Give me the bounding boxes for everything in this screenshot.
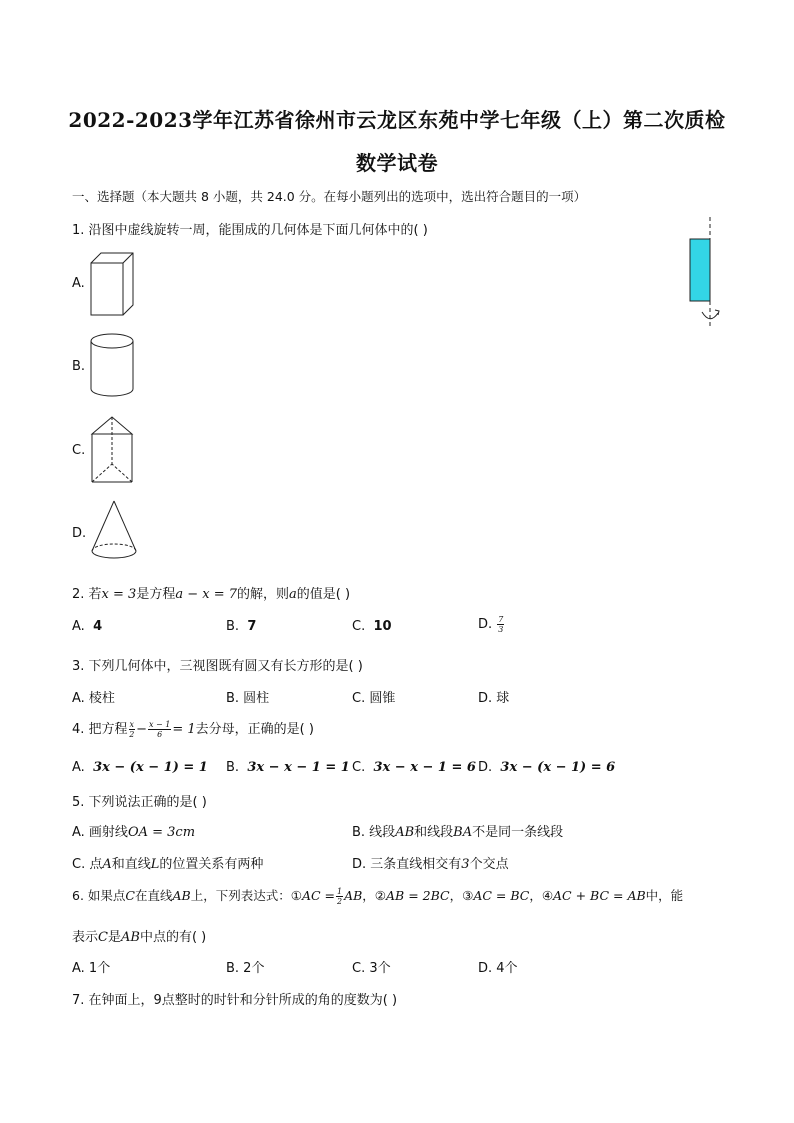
question-2-option-b: B. 7 — [226, 619, 257, 634]
question-2-option-a: A. 4 — [72, 619, 103, 634]
question-4-option-d: D. 3x − (x − 1) = 6 — [478, 760, 616, 775]
question-5-stem: 5. 下列说法正确的是( ) — [72, 795, 207, 810]
question-6-option-b: B. 2个 — [226, 961, 265, 976]
question-4-option-c: C. 3x − x − 1 = 6 — [352, 760, 476, 775]
rotation-figure — [680, 215, 730, 330]
question-3-stem: 3. 下列几何体中，三视图既有圆又有长方形的是( ) — [72, 659, 363, 674]
question-7-stem: 7. 在钟面上，9点整时的时针和分针所成的角的度数为( ) — [72, 993, 398, 1008]
question-2-option-c: C. 10 — [352, 619, 392, 634]
question-6-option-c: C. 3个 — [352, 961, 391, 976]
question-1-option-c: C. — [72, 443, 86, 458]
question-6-stem-line2: 表示C是AB中点的有( ) — [72, 930, 207, 945]
cuboid-icon — [88, 249, 138, 319]
question-5-option-b: B. 线段AB和线段BA不是同一条线段 — [352, 825, 564, 840]
question-3-option-c: C. 圆锥 — [352, 691, 396, 706]
cone-icon — [88, 499, 140, 567]
question-4-stem: 4. 把方程 $\frac{x}{2}$ − $\frac{x - 1}{6}$ = 1去分母，正确的是( ) — [72, 720, 314, 739]
triangular-prism-icon — [88, 414, 138, 486]
question-5-option-c: C. 点A和直线L的位置关系有两种 — [72, 857, 264, 872]
question-1-option-a: A. — [72, 276, 85, 291]
question-5-option-d: D. 三条直线相交有3个交点 — [352, 857, 509, 872]
question-4-option-b: B. 3x − x − 1 = 1 — [226, 760, 350, 775]
question-6-stem-line1: 6. 如果点C在直线AB上，下列表达式：①AC = $\frac{1}{2}$ AB，②AB = 2BC，③AC = BC，④AC + BC = AB中，能 — [72, 887, 684, 906]
question-2-stem: 2. 若x = 3是方程a − x = 7的解，则a的值是( ) — [72, 587, 351, 602]
question-2-option-d: D. $\frac{7}{3}$ — [478, 615, 504, 634]
question-3-option-a: A. 棱柱 — [72, 691, 115, 706]
question-6-option-a: A. 1个 — [72, 961, 111, 976]
exam-title-line1: 2022-2023学年江苏省徐州市云龙区东苑中学七年级（上）第二次质检 — [68, 108, 726, 132]
question-3-option-d: D. 球 — [478, 691, 510, 706]
rectangle-shape — [690, 239, 710, 301]
question-1-stem: 1. 沿图中虚线旋转一周，能围成的几何体是下面几何体中的( ) — [72, 223, 428, 238]
question-6-option-d: D. 4个 — [478, 961, 518, 976]
question-1-option-b: B. — [72, 359, 86, 374]
question-5-option-a: A. 画射线OA = 3cm — [72, 825, 196, 840]
section-heading: 一、选择题（本大题共 8 小题，共 24.0 分。在每小题列出的选项中，选出符合题目的一项） — [72, 189, 587, 204]
cylinder-icon — [88, 332, 138, 400]
exam-title-line2: 数学试卷 — [356, 151, 438, 175]
question-3-option-b: B. 圆柱 — [226, 691, 270, 706]
question-1-option-d: D. — [72, 526, 87, 541]
question-4-option-a: A. 3x − (x − 1) = 1 — [72, 760, 208, 775]
